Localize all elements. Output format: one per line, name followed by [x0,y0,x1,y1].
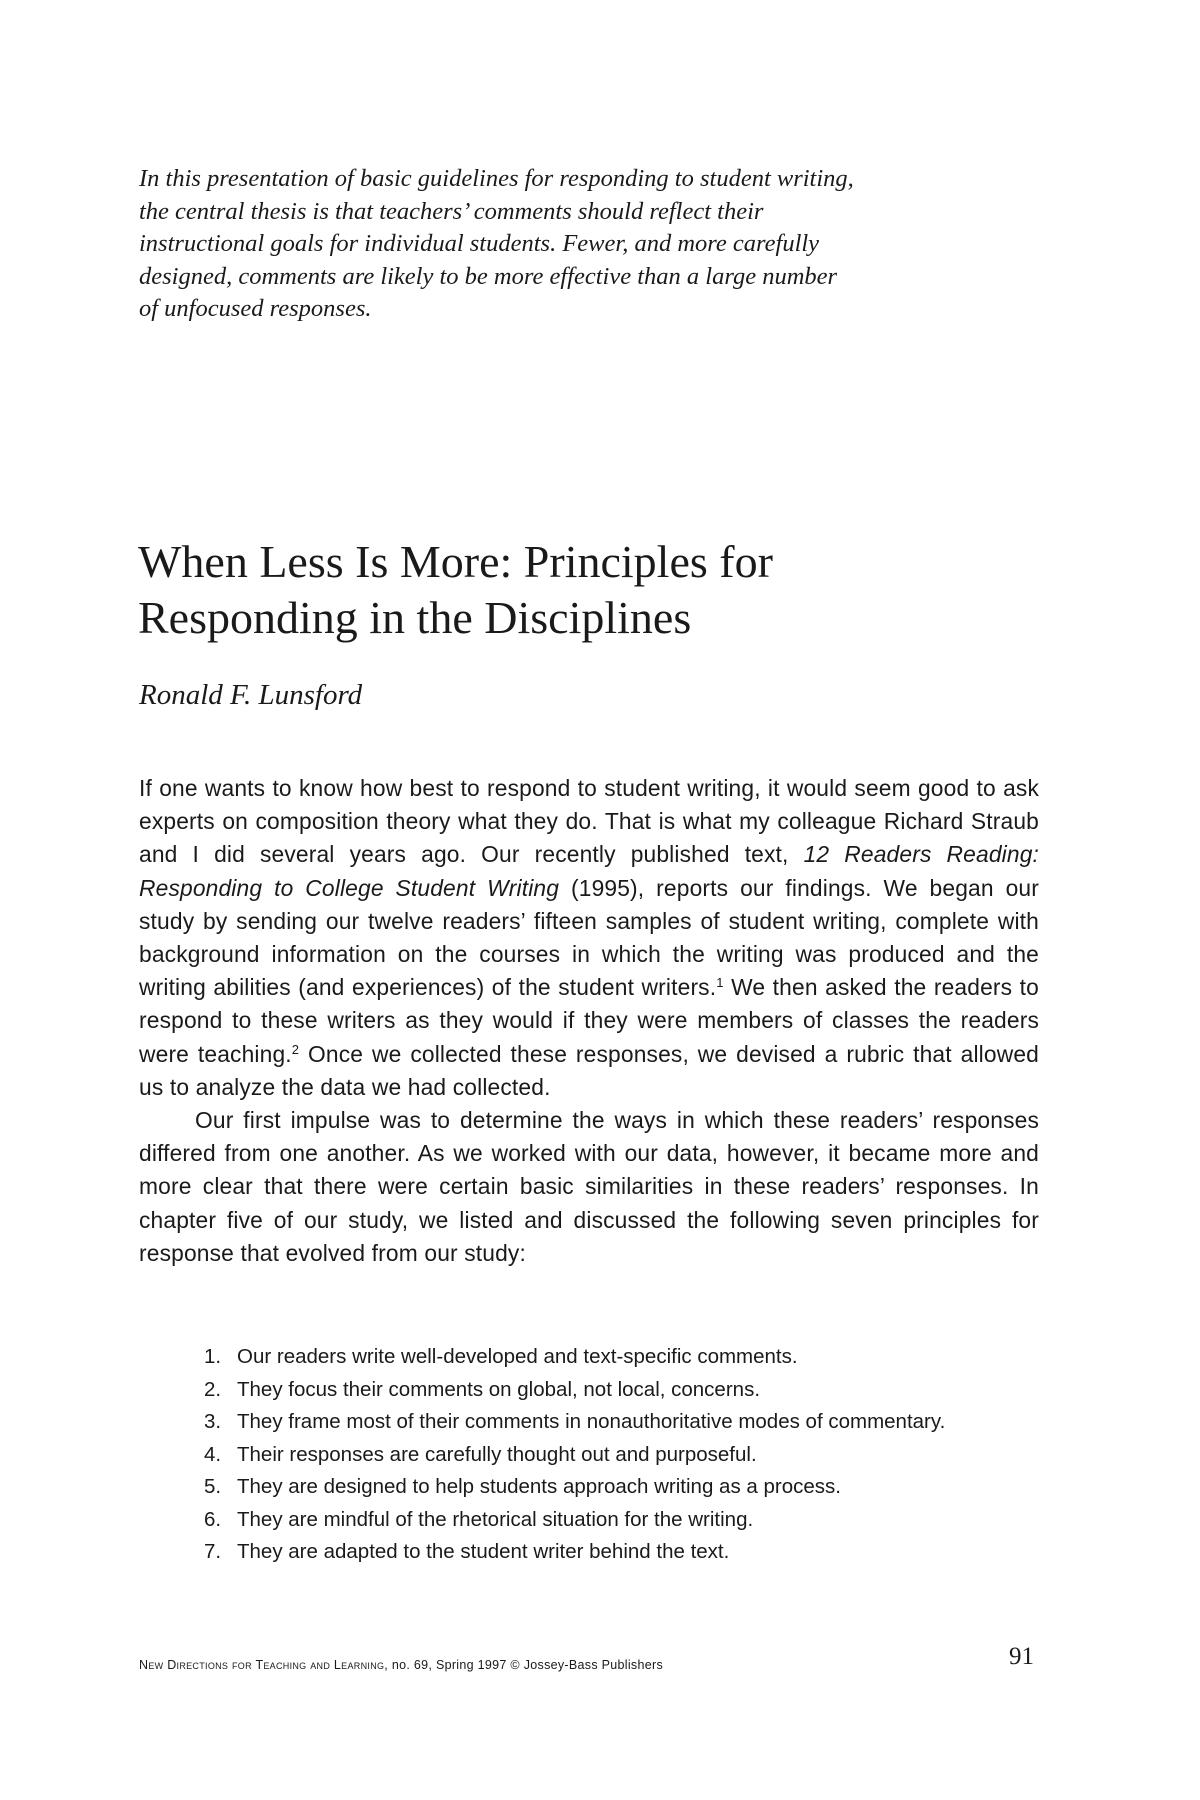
paragraph-1-part-4: Once we collected these responses, we devised a rubric that allowed us to analyze the data we had collected. [139,1040,1039,1100]
list-item-text: Our readers write well-developed and text-specific comments. [237,1345,798,1368]
book-title: 12 Readers Reading: Responding to College Student Writing [139,841,1040,901]
list-item-text: Their responses are carefully thought out and purposeful. [237,1442,757,1466]
list-item-number: 6. [204,1507,222,1531]
list-item-number: 3. [204,1410,222,1433]
article-title-line-1: When Less Is More: Principles for [138,536,773,587]
list-item-number: 2. [204,1377,222,1401]
paragraph-2: Our first impulse was to determine the ways in which these readers’ responses differed from one another. As we worked with our data, however, it became more and more clear that there were certain basic similarities in these readers’ responses. In chapter five of our study, we listed and discussed the following seven principles for response that evolved from our study: [139,1107,1039,1266]
list-item-text: They frame most of their comments in nonauthoritative modes of commentary. [237,1410,946,1433]
list-item-text: They are adapted to the student writer behind the text. [237,1540,730,1563]
list-item-number: 4. [204,1442,222,1466]
list-item-number: 5. [204,1475,222,1498]
journal-name: New Directions for Teaching and Learning [139,1658,385,1672]
paragraph-1 [139,772,1039,1104]
list-item [204,1374,994,1407]
page-footer [139,1655,663,1675]
list-item [204,1341,994,1374]
list-item [204,1471,994,1504]
list-item [204,1406,994,1439]
article-title [138,534,1038,646]
article-title-line-2: Responding in the Disciplines [138,592,692,643]
footnote-marker-2: 2 [291,1041,300,1057]
list-item [204,1536,994,1569]
issue-info: , no. 69, Spring 1997 © Jossey-Bass Publishers [384,1658,664,1672]
list-item-text: They are mindful of the rhetorical situation for the writing. [237,1507,754,1531]
page-number: 91 [1009,1643,1034,1670]
paragraph-1-part-3: We then asked the readers to respond to these writers as they would if they were members of classes the readers were teaching. [139,974,1039,1067]
abstract: In this presentation of basic guidelines for responding to student writing, the central thesis is that teachers’ comments should reflect their instructional goals for individual students. Fewer, and more carefully designed, comments are likely to be more effective than a large number of unfocused responses. [139,165,854,322]
paragraph-1-part-2: (1995), reports our findings. We began our study by sending our twelve readers’ fifteen samples of student writing, complete with background information on the courses in which the writing was produced and the writing abilities (and experiences) of the student writers. [139,874,1039,1001]
list-item [204,1504,994,1537]
footnote-marker-1: 1 [716,975,724,991]
author-name: Ronald F. Lunsford [139,679,363,711]
principles-list [204,1341,994,1569]
paragraph-1-part-1: If one wants to know how best to respond to student writing, it would seem good to ask experts on composition theory what they do. That is what my colleague Richard Straub and I did several years ago. Our recently published text, [139,775,1039,868]
list-item-text: They are designed to help students approach writing as a process. [237,1475,841,1498]
list-item-number: 7. [204,1540,222,1563]
list-item [204,1439,994,1472]
list-item-text: They focus their comments on global, not local, concerns. [237,1377,761,1401]
body-text [139,772,1039,1270]
list-item-number: 1. [204,1345,222,1368]
